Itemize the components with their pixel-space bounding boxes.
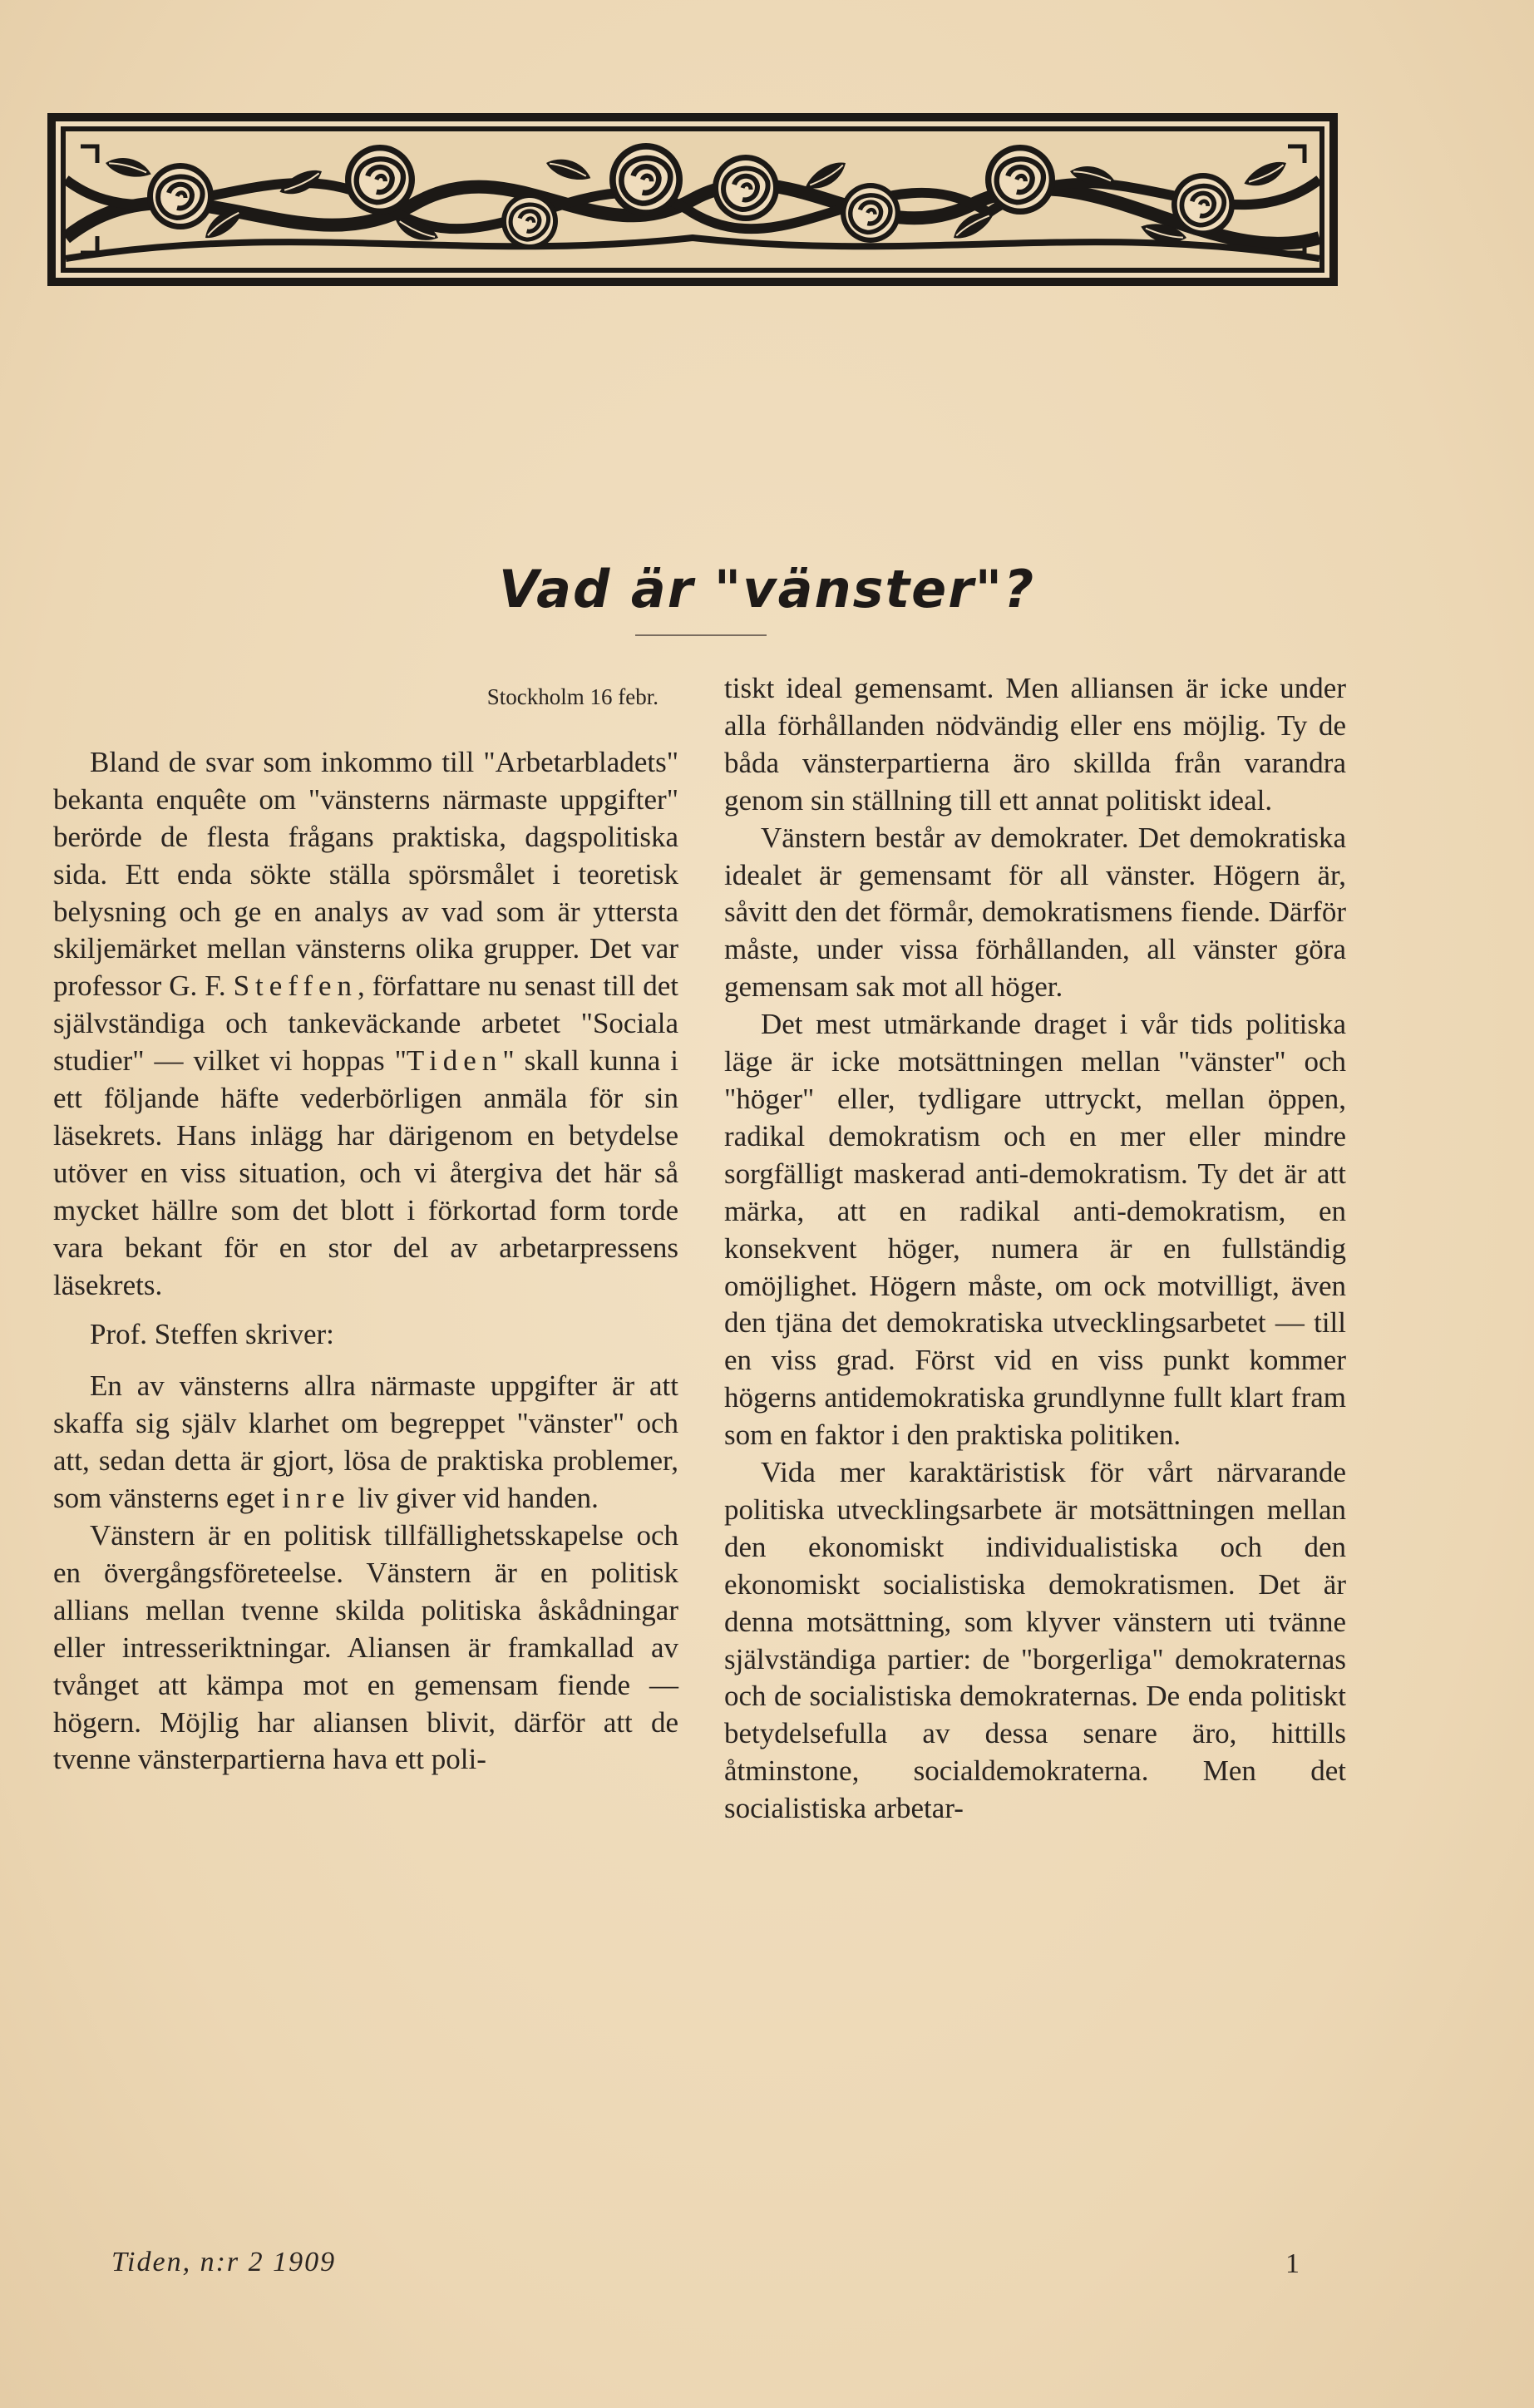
right-column — [724, 670, 1346, 1828]
author-name: Steffen — [233, 970, 358, 1003]
title-divider — [635, 634, 767, 636]
quote-text-b: liv giver vid handen. — [350, 1482, 599, 1515]
paragraph-economic-contrast: Vida mer karaktäristisk för vårt närvarande politiska utvecklingsarbete är motsättningen mellan den ekonomiskt individualistiska och den ekonomiskt socialistiska demokratismen. Det är denna motsättning, som klyver vänstern uti tvänne självständiga partier: de "borgerliga" demokraternas och de socialistiska demokraternas. De enda politiskt betydelsefulla av dessa senare äro, hittills åtminstone, socialdemokraterna. Men det socialistiska arbetar- — [724, 1456, 1346, 1825]
quote-text-a: En av vänsterns allra närmaste uppgifter är att skaffa sig själv klarhet om begreppet "vänster" och att, sedan detta är gjort, lösa de praktiska problemer, som vänsterns eget — [53, 1369, 678, 1515]
dateline: Stockholm 16 febr. — [486, 684, 658, 709]
continued-paragraph: tiskt ideal gemensamt. Men alliansen är icke under alla förhållanden nödvändig eller ens möjlig. Ty de båda vänsterpartierna äro skillda från varandra genom sin ställning till ett annat politiskt ideal. — [724, 672, 1346, 817]
journal-name: Tiden — [406, 1044, 503, 1078]
left-column — [53, 670, 678, 1779]
quote-lead-in: Prof. Steffen skriver: — [90, 1317, 334, 1350]
footer-source: Tiden, n:r 2 1909 — [111, 2247, 337, 2277]
intro-text-a: Bland de svar som inkommo till "Arbetarbladets" bekanta enquête om "vänsterns närmaste uppgifter" berörde de flesta frågans praktiska, dagspolitiska sida. Ett enda sökte ställa spörsmålet i teoretisk belysning och ge en analys av vad som är yttersta skiljemärket mellan vänsterns olika grupper. Det var professor G. F. — [53, 745, 678, 1003]
paragraph-democrats: Vänstern består av demokrater. Det demokratiska idealet är gemensamt för all vänster. Högern är, såvitt den det förmår, demokratismens fiende. Därför måste, under vissa förhållanden, all vänster göra gemensam sak mot all höger. — [724, 821, 1346, 1004]
intro-text-c: " skall kunna i ett följande häfte vederbörligen anmäla för sin läsekrets. Hans inlägg har därigenom en betydelse utöver en viss situation, och vi återgiva det här så mycket hällre som det blott i förkortad form torde vara bekant för en stor del av arbetarpressens läsekrets. — [53, 1044, 678, 1301]
page-number: 1 — [1285, 2248, 1300, 2279]
intro-paragraph — [53, 744, 678, 1305]
quote-paragraph-2: Vänstern är en politisk tillfällighetsskapelse och en övergångsföreteelse. Vänstern är en politisk allians mellan tvenne skilda politiska åskådningar eller intresseriktningar. Aliansen är framkallad av tvånget att kämpa mot en gemensam fiende — högern. Möjlig har aliansen blivit, därför att de tvenne vänsterpartierna hava ett poli- — [53, 1519, 678, 1776]
emphasis-inre: inre — [282, 1482, 351, 1515]
intro-text-b: , författare nu senast till det självständiga och tankeväckande arbetet "Sociala studier" — vilket vi hoppas " — [53, 970, 678, 1078]
rose-garland-ornament — [47, 113, 1338, 286]
quote-paragraph-1 — [53, 1368, 678, 1517]
article-title: Vad är "vänster"? — [498, 558, 1036, 619]
paragraph-political-situation: Det mest utmärkande draget i vår tids politiska läge är icke motsättningen mellan "vänster" och "höger" eller, tydligare uttryckt, mellan öppen, radikal demokratism och en mer eller mindre sorgfälligt maskerad anti-demokratism. Ty det är att märka, att en radikal anti-demokratism, en konsekvent höger, numera är en fullständig omöjlighet. Högern måste, om ock motvilligt, även den tjäna det demokratiska utvecklingsarbetet — till en viss grad. Först vid en viss punkt kommer högerns antidemokratiska grundlynne fullt klart fram som en faktor i den praktiska politiken. — [724, 1008, 1346, 1452]
